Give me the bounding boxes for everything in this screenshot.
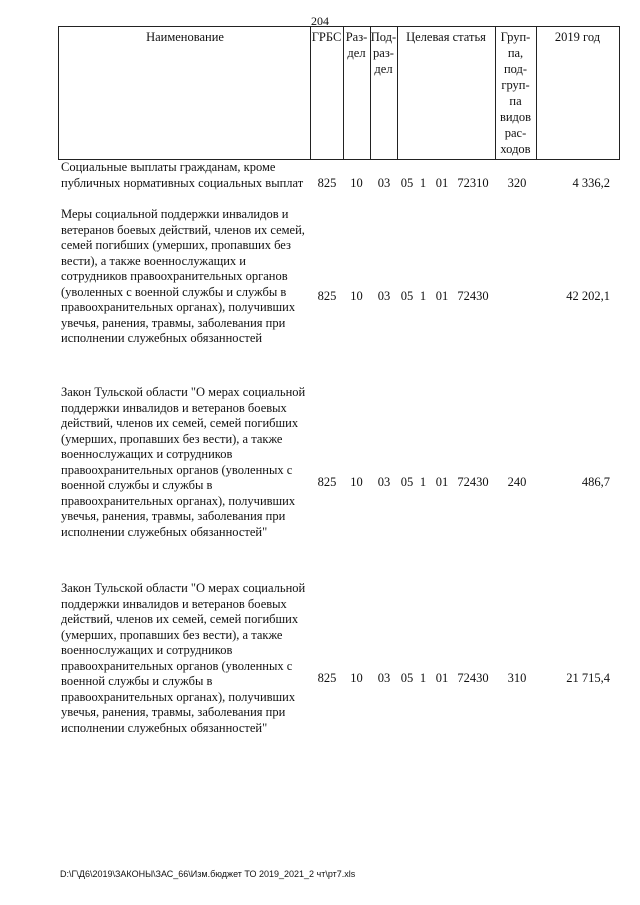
- row-cs-direction: 72310: [457, 176, 489, 190]
- header-razdel: Раз- дел: [345, 30, 368, 60]
- row-grbs: 825: [317, 671, 337, 685]
- row-name: Закон Тульской области "О мерах социальной поддержки инвалидов и ветеранов боевых действий, членов их семей, семей погибших (умерших, пропавших без вести), а также военнослужащих и сотрудников правоохранительных органов (уволенных с военной службы и службы в правоохранительных органах), получивших увечья, ранения, травмы, заболевания при исполнении служебных обязанностей": [61, 581, 306, 735]
- row-cs-direction: 72430: [457, 671, 489, 685]
- row-cs-direction: 72430: [457, 289, 489, 303]
- file-path-footer: D:\Г\Д6\2019\ЗАКОНЫ\ЗАС_66\Изм.бюджет ТО 2019_2021_2 чт\рт7.xls: [60, 869, 356, 879]
- row-cs-event: 01: [435, 671, 449, 685]
- row-cs-subprogram: 1: [419, 475, 427, 489]
- row-razdel: 10: [350, 289, 363, 303]
- row-podrazdel: 03: [377, 289, 391, 303]
- row-cs-event: 01: [435, 475, 449, 489]
- row-grbs: 825: [317, 176, 337, 190]
- row-cs-subprogram: 1: [419, 176, 427, 190]
- row-grbs: 825: [317, 289, 337, 303]
- header-expense-group: Груп- па, под- груп- па видов рас- ходов: [499, 30, 532, 156]
- row-grbs: 825: [317, 475, 337, 489]
- header-name: Наименование: [146, 30, 224, 44]
- row-name: Закон Тульской области "О мерах социальной поддержки инвалидов и ветеранов боевых действий, членов их семей, семей погибших (умерших, пропавших без вести), а также военнослужащих и сотрудников правоохранительных органов (уволенных с военной службы и службы в правоохранительных органах), получивших увечья, ранения, травмы, заболевания при исполнении служебных обязанностей": [61, 385, 306, 539]
- row-cs-program: 05: [400, 671, 414, 685]
- row-podrazdel: 03: [377, 475, 391, 489]
- row-name: Социальные выплаты гражданам, кроме публичных нормативных социальных выплат: [61, 160, 304, 190]
- header-grbs: ГРБС: [311, 30, 342, 44]
- page-number: 204: [311, 14, 329, 28]
- row-cs-program: 05: [400, 176, 414, 190]
- row-podrazdel: 03: [377, 176, 391, 190]
- row-amount: 21 715,4: [566, 671, 610, 685]
- row-name: Меры социальной поддержки инвалидов и ветеранов боевых действий, членов их семей, семей погибших (умерших, пропавших без вести), а также военнослужащих и сотрудников правоохранительных органов (уволенных с военной службы и службы в правоохранительных органах), получивших увечья, ранения, травмы, заболевания при исполнении служебных обязанностей: [61, 207, 305, 345]
- row-cs-program: 05: [400, 289, 414, 303]
- row-cs-program: 05: [400, 475, 414, 489]
- row-razdel: 10: [350, 475, 363, 489]
- header-target-article: Целевая статья: [406, 30, 486, 44]
- row-expense-type: 320: [507, 176, 527, 190]
- row-cs-direction: 72430: [457, 475, 489, 489]
- row-podrazdel: 03: [377, 671, 391, 685]
- row-expense-type: 310: [507, 671, 527, 685]
- header-podrazdel: Под- раз- дел: [370, 30, 397, 76]
- row-cs-subprogram: 1: [419, 671, 427, 685]
- row-amount: 4 336,2: [572, 176, 610, 190]
- row-amount: 486,7: [581, 475, 610, 489]
- row-cs-event: 01: [435, 176, 449, 190]
- row-amount: 42 202,1: [566, 289, 610, 303]
- table-header: [58, 26, 620, 160]
- row-cs-subprogram: 1: [419, 289, 427, 303]
- header-year: 2019 год: [554, 30, 601, 44]
- row-cs-event: 01: [435, 289, 449, 303]
- row-razdel: 10: [350, 671, 363, 685]
- row-razdel: 10: [350, 176, 363, 190]
- row-expense-type: 240: [507, 475, 527, 489]
